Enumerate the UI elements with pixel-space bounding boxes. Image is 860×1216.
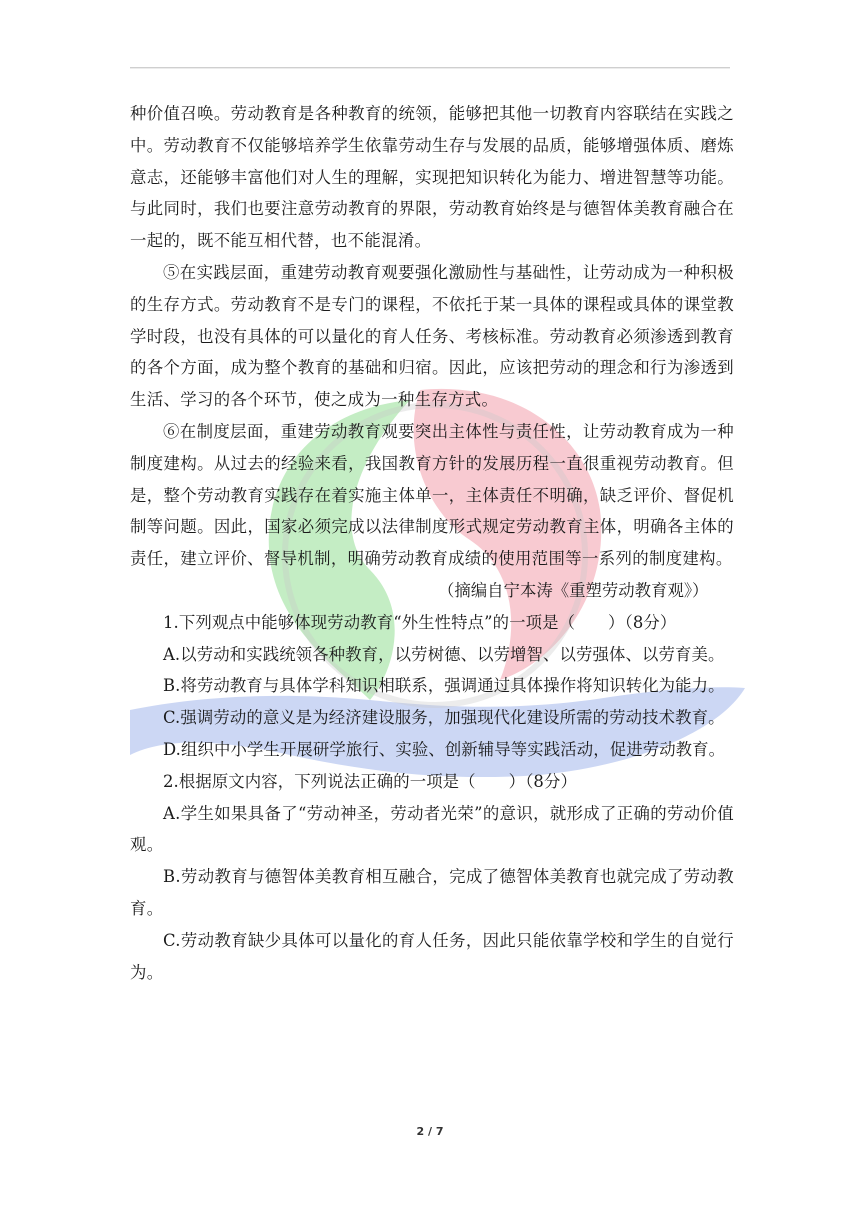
question-2-option-b: B.劳动教育与德智体美教育相互融合，完成了德智体美教育也就完成了劳动教育。	[130, 867, 734, 918]
document-body	[130, 98, 734, 988]
paragraph-6-system-level: ⑥在制度层面，重建劳动教育观要突出主体性与责任性，让劳动教育成为一种制度建构。从过去的经验来看，我国教育方针的发展历程一直很重视劳动教育。但是，整个劳动教育实践存在着实施主体单一，主体责任不明确，缺乏评价、督促机制等问题。因此，国家必须完成以法律制度形式规定劳动教育主体，明确各主体的责任，建立评价、督导机制，明确劳动教育成绩的使用范围等一系列的制度建构。	[130, 421, 734, 569]
question-1-option-d: D.组织中小学生开展研学旅行、实验、创新辅导等实践活动，促进劳动教育。	[163, 739, 726, 759]
question-1-stem: 1.下列观点中能够体现劳动教育“外生性特点”的一项是（ ）（8分）	[163, 612, 677, 632]
source-citation: （摘编自宁本涛《重塑劳动教育观》）	[438, 580, 709, 600]
question-1-option-a: A.以劳动和实践统领各种教育，以劳树德、以劳增智、以劳强体、以劳育美。	[163, 644, 725, 664]
question-2-stem: 2.根据原文内容，下列说法正确的一项是（ ）（8分）	[163, 771, 577, 791]
question-2-option-c: C.劳动教育缺少具体可以量化的育人任务，因此只能依靠学校和学生的自觉行为。	[130, 930, 734, 982]
paragraph-5-practice-level: ⑤在实践层面，重建劳动教育观要强化激励性与基础性，让劳动成为一种积极的生存方式。劳动教育不是专门的课程，不依托于某一具体的课程或具体的课堂教学时段，也没有具体的可以量化的育人任务、考核标准。劳动教育必须渗透到教育的各个方面，成为整个教育的基础和归宿。因此，应该把劳动的理念和行为渗透到生活、学习的各个环节，使之成为一种生存方式。	[130, 262, 734, 410]
question-1-option-c: C.强调劳动的意义是为经济建设服务，加强现代化建设所需的劳动技术教育。	[163, 708, 725, 728]
paragraph-continuation: 种价值召唤。劳动教育是各种教育的统领，能够把其他一切教育内容联结在实践之中。劳动教育不仅能够培养学生依靠劳动生存与发展的品质，能够增强体质、磨炼意志，还能够丰富他们对人生的理解，实现把知识转化为能力、增进智慧等功能。与此同时，我们也要注意劳动教育的界限，劳动教育始终是与德智体美教育融合在一起的，既不能互相代替，也不能混淆。	[130, 104, 734, 251]
page-number: 2 / 7	[416, 1125, 444, 1138]
question-2-option-a: A.学生如果具备了“劳动神圣，劳动者光荣”的意识，就形成了正确的劳动价值观。	[130, 803, 734, 855]
header-divider	[130, 67, 730, 68]
question-1-option-b: B.将劳动教育与具体学科知识相联系，强调通过具体操作将知识转化为能力。	[163, 676, 725, 696]
